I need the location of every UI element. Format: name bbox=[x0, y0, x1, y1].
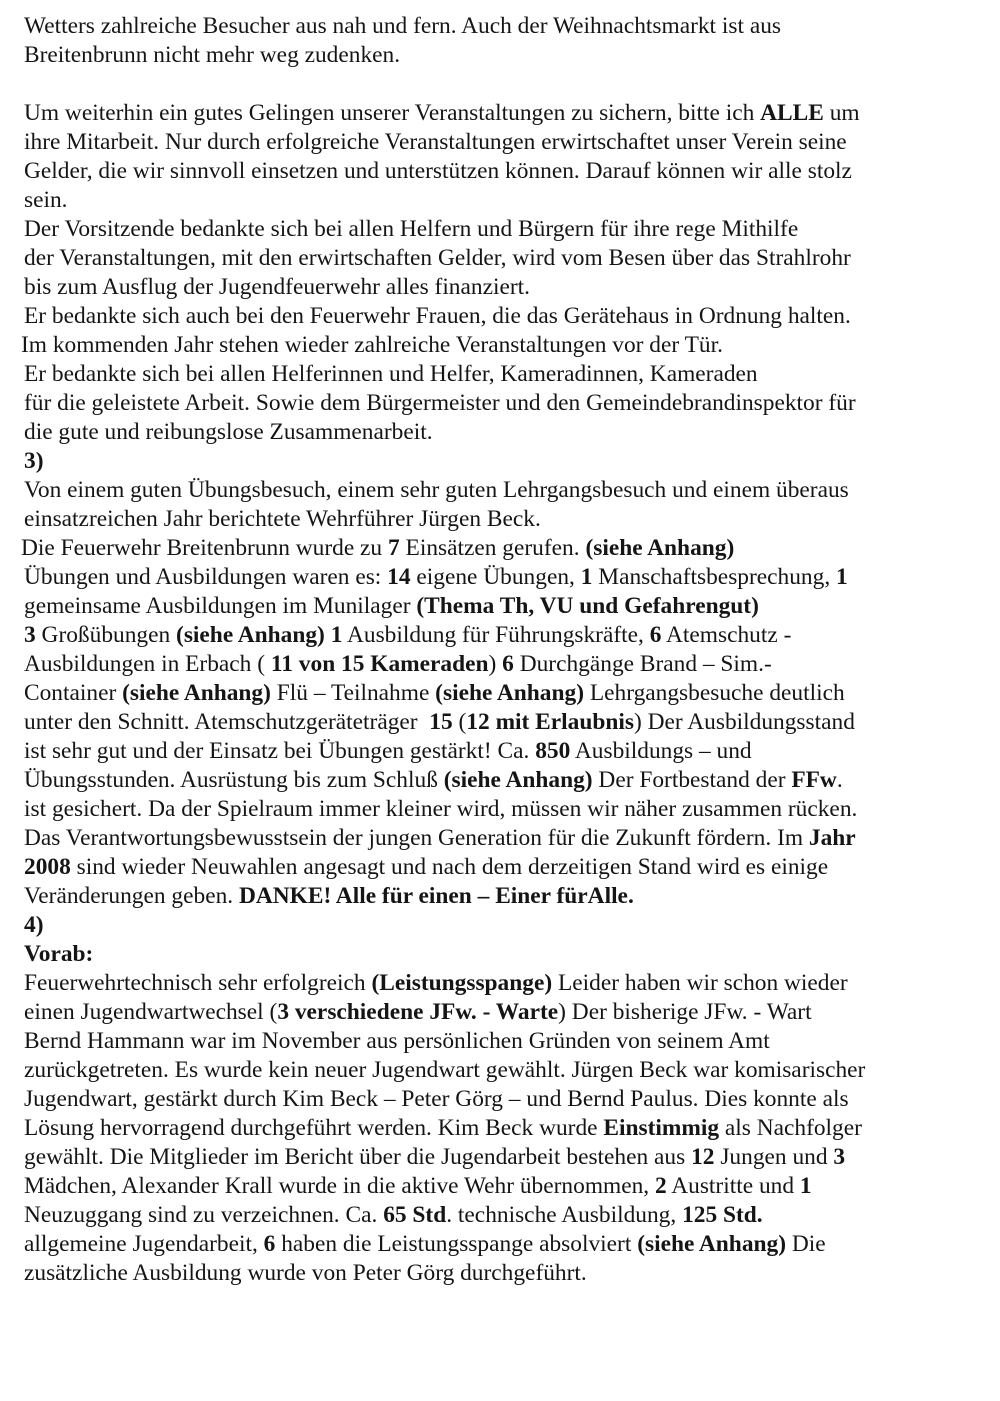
intro-paragraph bbox=[24, 12, 978, 70]
bold-text: 850 bbox=[535, 738, 571, 764]
bold-text: FFw bbox=[791, 767, 837, 793]
text-line: bis zum Ausflug der Jugendfeuerwehr alles finanziert. bbox=[24, 274, 530, 300]
text-run: Feuerwehrtechnisch sehr erfolgreich bbox=[24, 970, 372, 996]
bold-text: 12 bbox=[691, 1144, 715, 1170]
bold-text: (Thema Th, VU und Gefahrengut) bbox=[416, 593, 759, 619]
text-line bbox=[24, 1143, 978, 1172]
text-line bbox=[24, 998, 978, 1027]
bold-text: 1 bbox=[799, 1173, 812, 1199]
text-run: allgemeine Jugendarbeit, bbox=[24, 1231, 264, 1257]
bold-text: 2 bbox=[654, 1173, 667, 1199]
text-run: ist sehr gut und der Einsatz bei Übungen gestärkt! Ca. bbox=[24, 738, 536, 764]
text-run: eigene Übungen, bbox=[410, 564, 581, 590]
text-run: . bbox=[836, 767, 843, 793]
text-run: um bbox=[823, 100, 860, 126]
text-run: Veränderungen geben. bbox=[24, 883, 239, 909]
text-line bbox=[24, 766, 978, 795]
text-line bbox=[24, 824, 978, 853]
text-run: Ausbildung für Führungskräfte, bbox=[342, 622, 650, 648]
text-line: sein. bbox=[24, 187, 68, 213]
bold-text: (siehe Anhang) bbox=[637, 1231, 787, 1257]
bold-text: 6 bbox=[502, 651, 514, 677]
text-line: Er bedankte sich auch bei den Feuerwehr Frauen, die das Gerätehaus in Ordnung halten. bbox=[24, 303, 851, 329]
text-line bbox=[24, 592, 978, 621]
text-line: Bernd Hammann war im November aus persönlichen Gründen von seinem Amt bbox=[24, 1028, 770, 1054]
text-run: Das Verantwortungsbewusstsein der jungen Generation für die Zukunft fördern. Im bbox=[24, 825, 809, 851]
bold-text: 6 bbox=[263, 1231, 276, 1257]
text-run: Mädchen, Alexander Krall wurde in die aktive Wehr übernommen, bbox=[24, 1173, 655, 1199]
text-line bbox=[24, 1172, 978, 1201]
text-line bbox=[24, 853, 978, 882]
section-chairman-paragraph bbox=[21, 99, 978, 447]
text-run: Lehrgangsbesuche deutlich bbox=[584, 680, 845, 706]
text-line: zusätzliche Ausbildung wurde von Peter Görg durchgeführt. bbox=[24, 1260, 587, 1286]
text-run: Übungen und Ausbildungen waren es: bbox=[24, 564, 388, 590]
text-run: Großübungen bbox=[35, 622, 177, 648]
text-line: Im kommenden Jahr stehen wieder zahlreiche Veranstaltungen vor der Tür. bbox=[21, 332, 723, 358]
text-line: zurückgetreten. Es wurde kein neuer Jugendwart gewählt. Jürgen Beck war komisarischer bbox=[24, 1057, 866, 1083]
bold-text: (siehe Anhang) bbox=[122, 680, 271, 706]
bold-text: 7 bbox=[387, 535, 400, 561]
text-run: Lösung hervorragend durchgeführt werden. Kim Beck wurde bbox=[24, 1115, 604, 1141]
bold-text: (siehe Anhang) bbox=[176, 622, 325, 648]
text-run: ) Der Ausbildungsstand bbox=[634, 709, 855, 735]
bold-text: 15 bbox=[429, 709, 453, 735]
bold-text: 3 verschiedene JFw. - Warte bbox=[277, 999, 559, 1025]
bold-text: 2008 bbox=[24, 854, 71, 880]
text-line bbox=[24, 99, 978, 128]
bold-text: 6 bbox=[649, 622, 662, 648]
text-line bbox=[24, 1201, 978, 1230]
bold-text: ALLE bbox=[760, 100, 824, 126]
text-line bbox=[24, 563, 978, 592]
bold-text: 125 Std. bbox=[682, 1202, 763, 1228]
text-run: Die Feuerwehr Breitenbrunn wurde zu bbox=[21, 535, 388, 561]
bold-text: Einstimmig bbox=[603, 1115, 720, 1141]
text-run: ( bbox=[452, 709, 467, 735]
bold-text: 1 bbox=[330, 622, 343, 648]
bold-text: 3 bbox=[833, 1144, 846, 1170]
text-run: einen Jugendwartwechsel ( bbox=[24, 999, 278, 1025]
text-line: Von einem guten Übungsbesuch, einem sehr guten Lehrgangsbesuch und einem überaus bbox=[24, 477, 849, 503]
text-line bbox=[24, 1230, 978, 1259]
text-line bbox=[24, 969, 978, 998]
section-heading: 3) bbox=[24, 448, 44, 474]
text-line: Jugendwart, gestärkt durch Kim Beck – Peter Görg – und Bernd Paulus. Dies konnte als bbox=[24, 1086, 849, 1112]
bold-text: (siehe Anhang) bbox=[585, 535, 735, 561]
text-line: Wetters zahlreiche Besucher aus nah und fern. Auch der Weihnachtsmarkt ist aus bbox=[24, 13, 782, 39]
bold-text: 65 Std bbox=[383, 1202, 447, 1228]
bold-text: 11 von 15 Kameraden bbox=[270, 651, 489, 677]
text-line: einsatzreichen Jahr berichtete Wehrführer Jürgen Beck. bbox=[24, 506, 541, 532]
text-run: sind wieder Neuwahlen angesagt und nach dem derzeitigen Stand wird es einige bbox=[70, 854, 829, 880]
text-run: unter den Schnitt. Atemschutzgeräteträger bbox=[24, 709, 430, 735]
text-line: Breitenbrunn nicht mehr weg zudenken. bbox=[24, 42, 401, 68]
bold-text: 3 bbox=[24, 622, 36, 648]
text-run: Um weiterhin ein gutes Gelingen unserer Veranstaltungen zu sichern, bitte ich bbox=[24, 100, 761, 126]
text-run: Atemschutz - bbox=[661, 622, 792, 648]
section-subheading: Vorab: bbox=[24, 941, 94, 967]
section-3 bbox=[21, 447, 978, 911]
text-line: ist gesichert. Da der Spielraum immer kleiner wird, müssen wir näher zusammen rücken. bbox=[24, 796, 858, 822]
section-heading: 4) bbox=[24, 912, 44, 938]
text-run: gemeinsame Ausbildungen im Munilager bbox=[24, 593, 417, 619]
text-line bbox=[24, 621, 978, 650]
text-run: Ausbildungs – und bbox=[570, 738, 752, 764]
text-run: Einsätzen gerufen. bbox=[399, 535, 586, 561]
text-line bbox=[24, 737, 978, 766]
text-line: Der Vorsitzende bedankte sich bei allen Helfern und Bürgern für ihre rege Mithilfe bbox=[24, 216, 799, 242]
text-run: gewählt. Die Mitglieder im Bericht über die Jugendarbeit bestehen aus bbox=[24, 1144, 692, 1170]
text-run: ) bbox=[488, 651, 503, 677]
bold-text: DANKE! Alle für einen – Einer fürAlle. bbox=[238, 883, 634, 909]
text-line bbox=[24, 679, 978, 708]
text-run: Die bbox=[786, 1231, 826, 1257]
text-line bbox=[24, 650, 978, 679]
text-run: haben die Leistungsspange absolviert bbox=[275, 1231, 638, 1257]
bold-text: 12 mit Erlaubnis bbox=[466, 709, 634, 735]
bold-text: (siehe Anhang) bbox=[435, 680, 584, 706]
section-4 bbox=[24, 911, 978, 1288]
text-run: Der Fortbestand der bbox=[592, 767, 792, 793]
text-run: Container bbox=[24, 680, 123, 706]
text-run: Übungsstunden. Ausrüstung bis zum Schluß bbox=[24, 767, 444, 793]
text-run: Leider haben wir schon wieder bbox=[552, 970, 848, 996]
bold-text: 1 bbox=[580, 564, 593, 590]
text-run: Durchgänge Brand – Sim.- bbox=[513, 651, 772, 677]
text-line bbox=[24, 882, 978, 911]
text-line: für die geleistete Arbeit. Sowie dem Bürgermeister und den Gemeindebrandinspektor für bbox=[24, 390, 856, 416]
bold-text: 14 bbox=[387, 564, 411, 590]
text-run: Flü – Teilnahme bbox=[270, 680, 436, 706]
text-run: Manschaftsbesprechung, bbox=[592, 564, 837, 590]
bold-text: (siehe Anhang) bbox=[443, 767, 593, 793]
text-line: Er bedankte sich bei allen Helferinnen und Helfer, Kameradinnen, Kameraden bbox=[24, 361, 758, 387]
paragraph-gap bbox=[24, 70, 978, 99]
text-line: ihre Mitarbeit. Nur durch erfolgreiche Veranstaltungen erwirtschaftet unser Verein seine bbox=[24, 129, 847, 155]
bold-text: Jahr bbox=[808, 825, 856, 851]
text-run: als Nachfolger bbox=[719, 1115, 862, 1141]
text-run: Ausbildungen in Erbach ( bbox=[24, 651, 271, 677]
bold-text: (Leistungsspange) bbox=[371, 970, 553, 996]
bold-text: 1 bbox=[836, 564, 848, 590]
text-run: Austritte und bbox=[666, 1173, 800, 1199]
text-line: der Veranstaltungen, mit den erwirtschaften Gelder, wird vom Besen über das Strahlrohr bbox=[24, 245, 851, 271]
text-line: die gute und reibungslose Zusammenarbeit. bbox=[24, 419, 433, 445]
text-run: Neuzuggang sind zu verzeichnen. Ca. bbox=[24, 1202, 384, 1228]
text-line: Gelder, die wir sinnvoll einsetzen und unterstützen können. Darauf können wir alle stolz bbox=[24, 158, 852, 184]
text-run: Jungen und bbox=[714, 1144, 834, 1170]
text-line bbox=[21, 534, 978, 563]
text-line bbox=[24, 1114, 978, 1143]
text-line bbox=[24, 708, 978, 737]
text-run: . technische Ausbildung, bbox=[446, 1202, 683, 1228]
text-run: ) Der bisherige JFw. - Wart bbox=[558, 999, 812, 1025]
